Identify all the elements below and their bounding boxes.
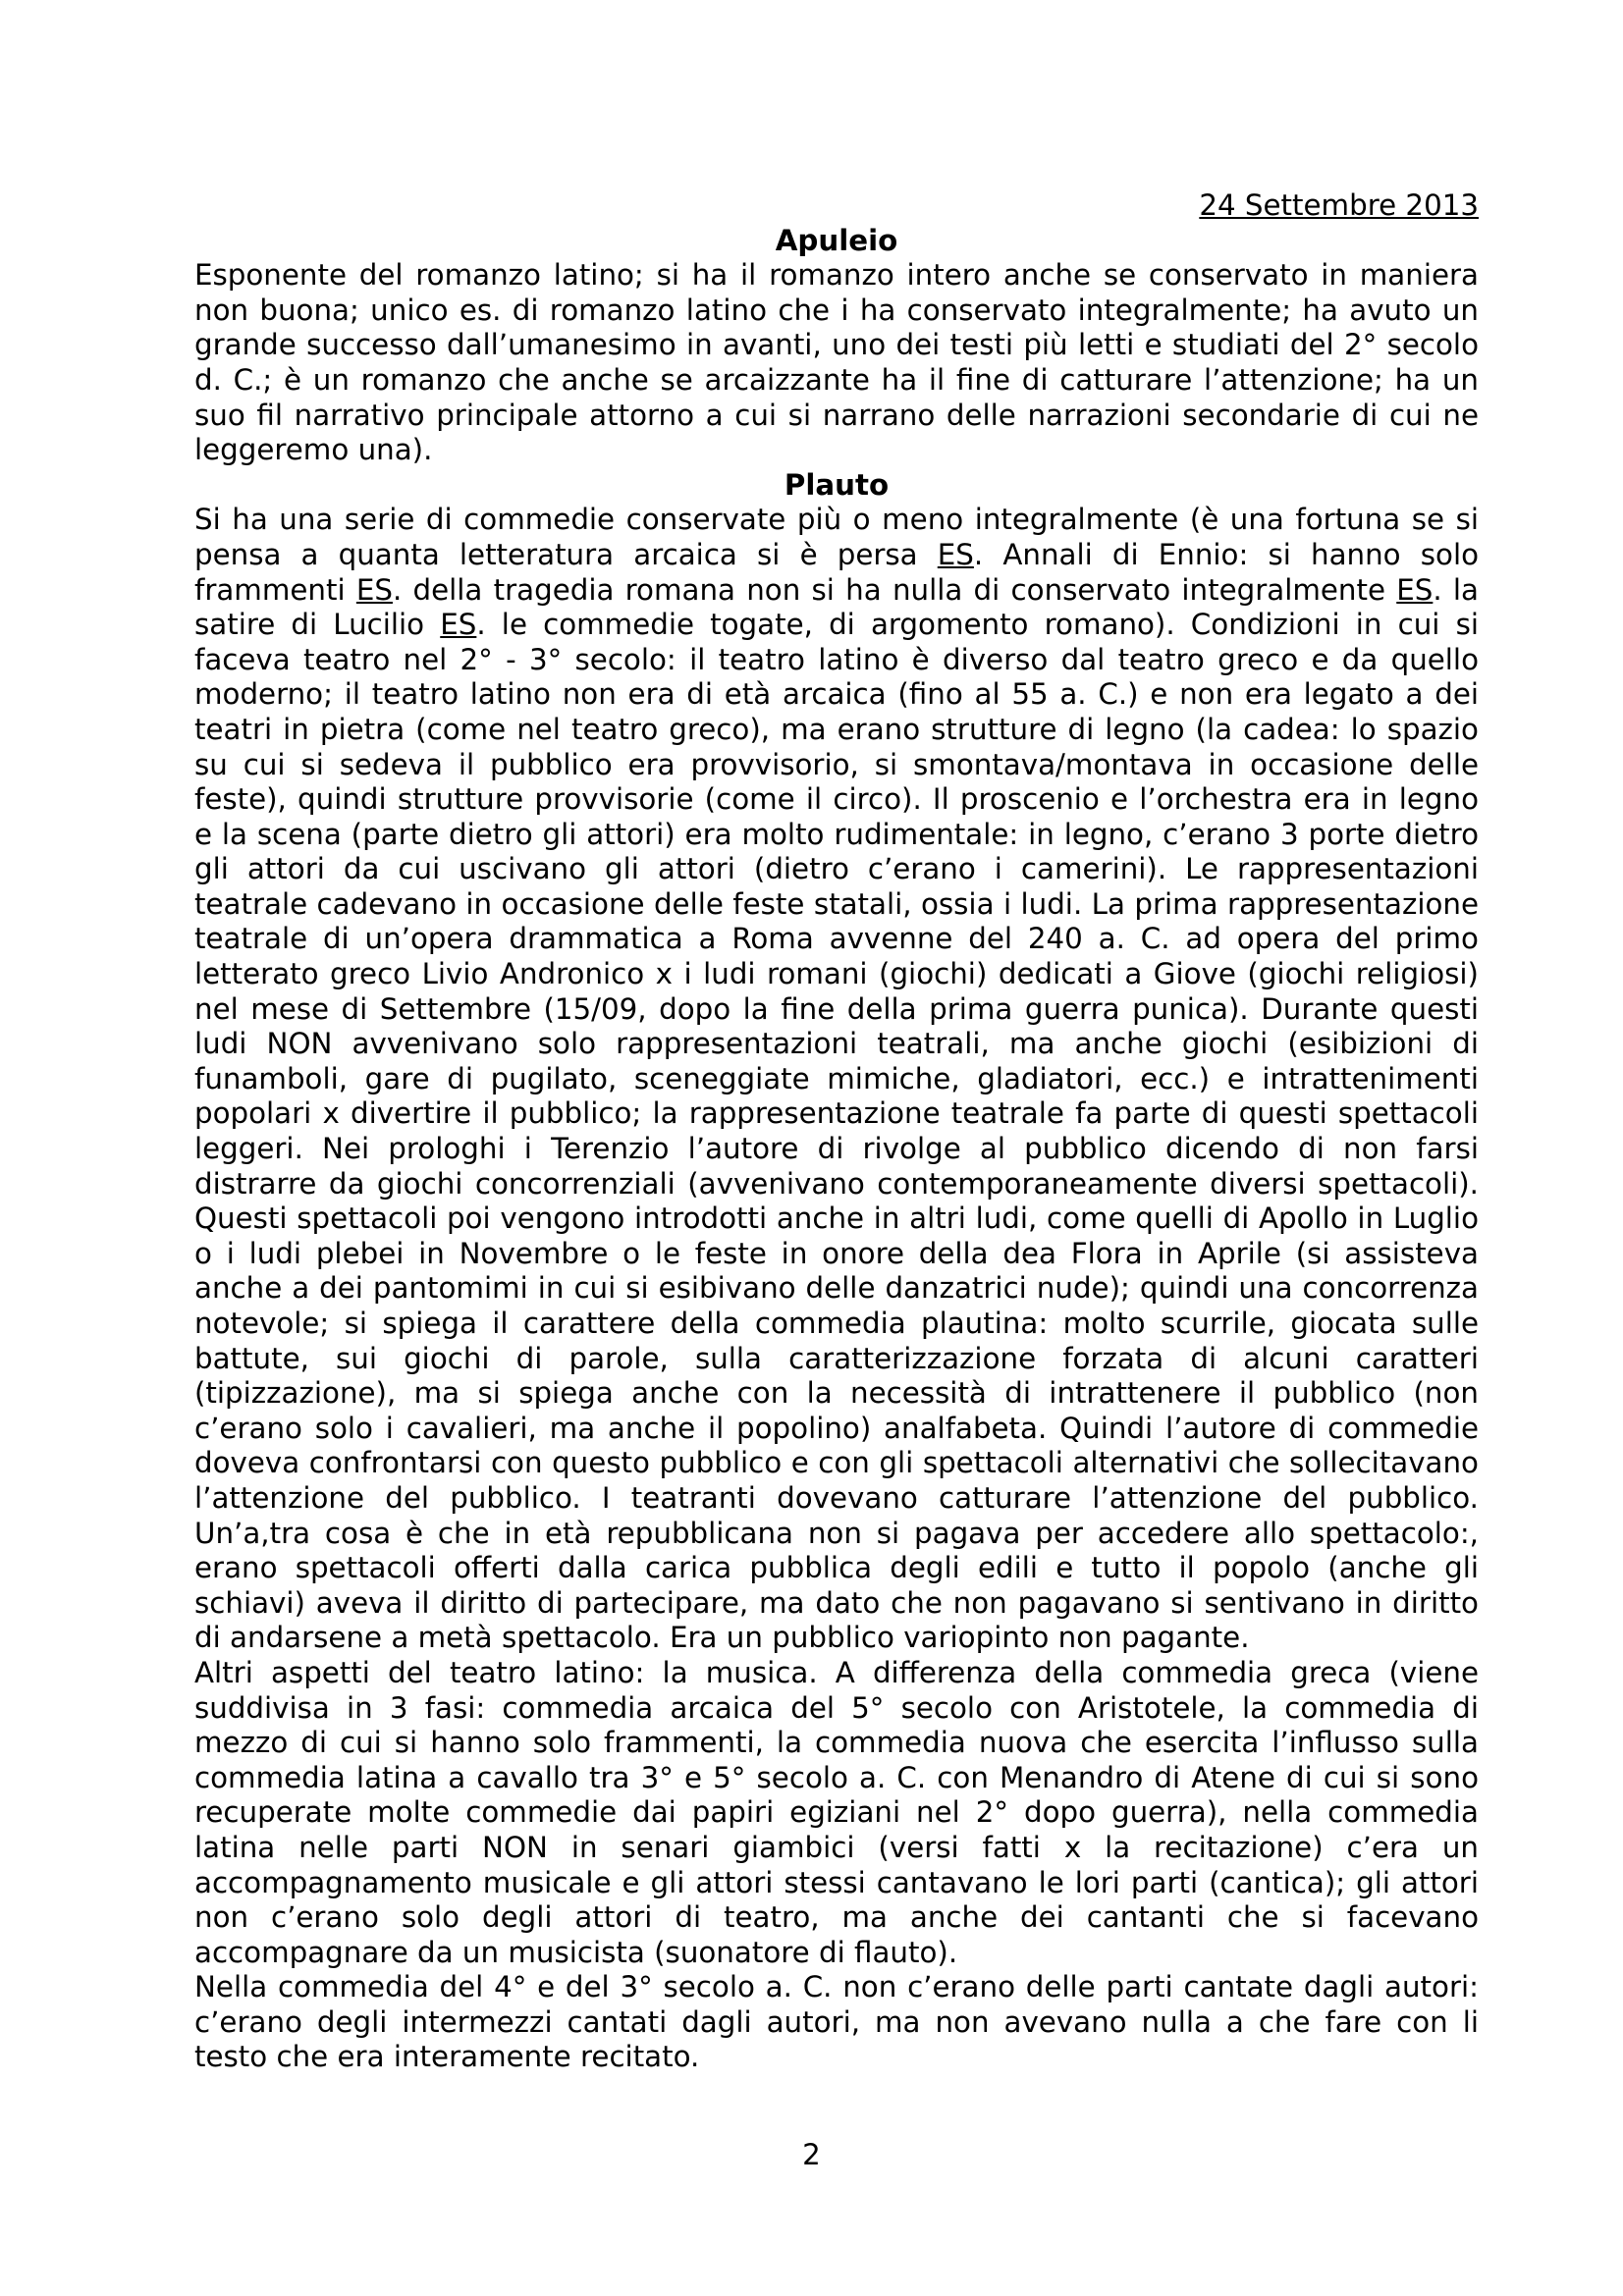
es-abbreviation: ES	[355, 572, 393, 607]
text-run: . della tragedia romana non si ha nulla di conservato integralmente	[392, 572, 1397, 607]
paragraph-plauto-musica: Altri aspetti del teatro latino: la musica. A differenza della commedia greca (viene suddivisa in 3 fasi: commedia arcaica del 5° secolo con Aristotele, la commedia di mezzo di cui si hanno solo frammenti, la commedia nuova che esercita l’influsso sulla commedia latina a cavallo tra 3° e 5° secolo a. C. con Menandro di Atene di cui si sono recuperate molte commedie dai papiri egiziani nel 2° dopo guerra), nella commedia latina nelle parti NON in senari giambici (versi fatti x la recitazione) c’era un accompagnamento musicale e gli attori stessi cantavano le lori parti (cantica); gli attori non c’erano solo degli attori di teatro, ma anche dei cantanti che si facevano accompagnare da un musicista (suonatore di flauto).	[194, 1655, 1479, 1969]
section-title-apuleio: Apuleio	[775, 223, 898, 257]
paragraph-plauto-commedia: Nella commedia del 4° e del 3° secolo a. C. non c’erano delle parti cantate dagli autori: c’erano degli intermezzi cantati dagli autori, ma non avevano nulla a che fare con li testo che era interamente recitato.	[194, 1970, 1479, 2074]
page-number: 2	[802, 2138, 821, 2171]
text-run: . Annali di Ennio: si hanno solo frammenti	[194, 537, 1480, 607]
es-abbreviation: ES	[937, 537, 974, 571]
es-abbreviation: ES	[1396, 572, 1434, 607]
paragraph-apuleio: Esponente del romanzo latino; si ha il romanzo intero anche se conservato in maniera non buona; unico es. di romanzo latino che i ha conservato integralmente; ha avuto un grande successo dall’umanesimo in avanti, uno dei testi più letti e studiati del 2° secolo d. C.; è un romanzo che anche se arcaizzante ha il fine di catturare l’attenzione; ha un suo fil narrativo principale attorno a cui si narrano delle narrazioni secondarie di cui ne leggeremo una).	[194, 258, 1479, 467]
paragraph-plauto-intro	[194, 503, 1479, 1656]
es-abbreviation: ES	[440, 608, 477, 642]
text-run: Si ha una serie di commedie conservate più o meno integralmente (è una fortuna se si pensa a quanta letteratura arcaica si è persa	[194, 503, 1479, 571]
page-content	[194, 188, 1479, 2075]
text-run: . le commedie togate, di argomento romano). Condizioni in cui si faceva teatro nel 2° - 3° secolo: il teatro latino è diverso dal teatro greco e da quello moderno; il teatro latino non era di età arcaica (fino al 55 a. C.) e non era legato a dei teatri in pietra (come nel teatro greco), ma erano strutture di legno (la cadea: lo spazio su cui si sedeva il pubblico era provvisorio, si smontava/montava in occasione delle feste), quindi strutture provvisorie (come il circo). Il proscenio e l’orchestra era in legno e la scena (parte dietro gli attori) era molto rudimentale: in legno, c’erano 3 porte dietro gli attori da cui uscivano gli attori (dietro c’erano i camerini). Le rappresentazioni teatrale cadevano in occasione delle feste statali, ossia i ludi. La prima rappresentazione teatrale di un’opera drammatica a Roma avvenne del 240 a. C. ad opera del primo letterato greco Livio Andronico x i ludi romani (giochi) dedicati a Giove (giochi religiosi) nel mese di Settembre (15/09, dopo la fine della prima guerra punica). Durante questi ludi NON avvenivano solo rappresentazioni teatrali, ma anche giochi (esibizioni di funamboli, gare di pugilato, sceneggiate mimiche, gladiatori, ecc.) e intrattenimenti popolari x divertire il pubblico; la rappresentazione teatrale fa parte di questi spettacoli leggeri. Nei prologhi i Terenzio l’autore di rivolge al pubblico dicendo di non farsi distrarre da giochi concorrenziali (avvenivano contemporaneamente diversi spettacoli). Questi spettacoli poi vengono introdotti anche in altri ludi, come quelli di Apollo in Luglio o i ludi plebei in Novembre o le feste in onore della dea Flora in Aprile (si assisteva anche a dei pantomimi in cui si esibivano delle danzatrici nude); quindi una concorrenza notevole; si spiega il carattere della commedia plautina: molto scurrile, giocata sulle battute, sui giochi di parole, sulla caratterizzazione forzata di alcuni caratteri (tipizzazione), ma si spiega anche con la necessità di intrattenere il pubblico (non c’erano solo i cavalieri, ma anche il popolino) analfabeta. Quindi l’autore di commedie doveva confrontarsi con questo pubblico e con gli spettacoli alternativi che sollecitavano l’attenzione del pubblico. I teatranti dovevano catturare l’attenzione del pubblico. Un’a,tra cosa è che in età repubblicana non si pagava per accedere allo spettacolo:, erano spettacoli offerti dalla carica pubblica degli edili e tutto il popolo (anche gli schiavi) aveva il diritto di partecipare, ma dato che non pagavano si sentivano in diritto di andarsene a metà spettacolo. Era un pubblico variopinto non pagante.	[194, 608, 1479, 1655]
text-run: . la satire di Lucilio	[194, 572, 1480, 642]
section-title-plauto: Plauto	[784, 467, 890, 502]
document-date: 24 Settembre 2013	[1199, 188, 1479, 222]
